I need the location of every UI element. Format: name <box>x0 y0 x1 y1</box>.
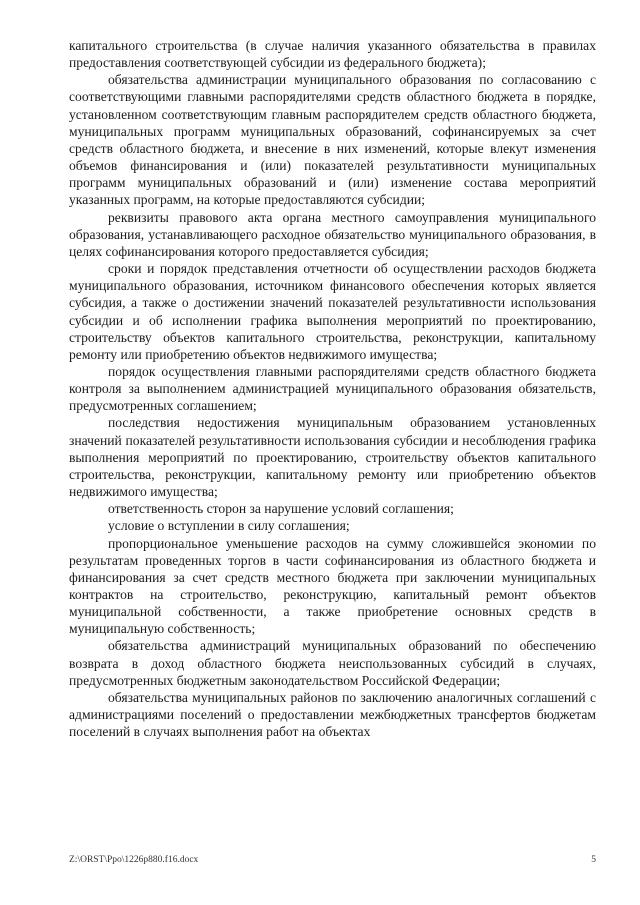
paragraph-1: капитального строительства (в случае наличия указанного обязательства в правилах предоставления соответствующей субсидии из федерального бюджета); <box>69 38 596 71</box>
paragraph-7: ответственность сторон за нарушение условий соглашения; <box>108 501 454 517</box>
paragraph-9: пропорциональное уменьшение расходов на сумму сложившейся экономии по результатам проведенных торгов в части софинансирования из областного бюджета и финансирования за счет средств местного бюджета при заключении муниципальных контрактов на строительство, реконструкцию, капитальный ремонт объектов муниципальной собственности, а также приобретение основных средств в муниципальную собственность; <box>69 535 596 637</box>
paragraph-6: последствия недостижения муниципальным образованием установленных значений показателей результативности использования субсидии и несоблюдения графика выполнения мероприятий по проектированию, строительству объектов капитального строительства, реконструкции, капитальному ремонту или приобретению объектов недвижимого имущества; <box>69 415 596 500</box>
paragraph-10: обязательства администраций муниципальных образований по обеспечению возврата в доход областного бюджета неиспользованных субсидий в случаях, предусмотренных бюджетным законодательством Российской Федерации; <box>69 638 596 688</box>
paragraph-4: сроки и порядок представления отчетности об осуществлении расходов бюджета муниципального образования, источником финансового обеспечения которых является субсидия, а также о достижении значений показателей результативности использования субсидии и об исполнении графика выполнения мероприятий по проектированию, строительству объектов капитального строительства, реконструкции, капитальному ремонту или приобретению объектов недвижимого имущества; <box>69 261 596 362</box>
paragraph-3: реквизиты правового акта органа местного самоуправления муниципального образования, устанавливающего расходное обязательство муниципального образования, в целях софинансирования которого предоставляется субсидия; <box>69 209 596 259</box>
footer-file-path: Z:\ORST\Ppo\1226p880.f16.docx <box>69 855 199 865</box>
footer-page-number: 5 <box>591 855 596 865</box>
paragraph-5: порядок осуществления главными распорядителями средств областного бюджета контроля за выполнением администрацией муниципального образования обязательств, предусмотренных соглашением; <box>69 363 596 414</box>
page-footer <box>69 854 596 866</box>
document-page <box>69 37 596 740</box>
paragraph-11: обязательства муниципальных районов по заключению аналогичных соглашений с администрациями поселений о предоставлении межбюджетных трансфертов бюджетам поселений в случаях выполнения работ на объектах <box>69 689 596 740</box>
paragraph-2: обязательства администрации муниципального образования по согласованию с соответствующими главными распорядителями средств областного бюджета в порядке, установленном соответствующим главным распорядителем средств областного бюджета, муниципальных программ муниципальных образований, софинансируемых за счет средств областного бюджета, и внесение в них изменений, которые влекут изменения объемов финансирования и (или) показателей результативности муниципальных программ муниципальных образований и (или) изменение состава мероприятий указанных программ, на которые предоставляются субсидии; <box>69 72 596 208</box>
paragraph-8: условие о вступлении в силу соглашения; <box>108 518 350 534</box>
